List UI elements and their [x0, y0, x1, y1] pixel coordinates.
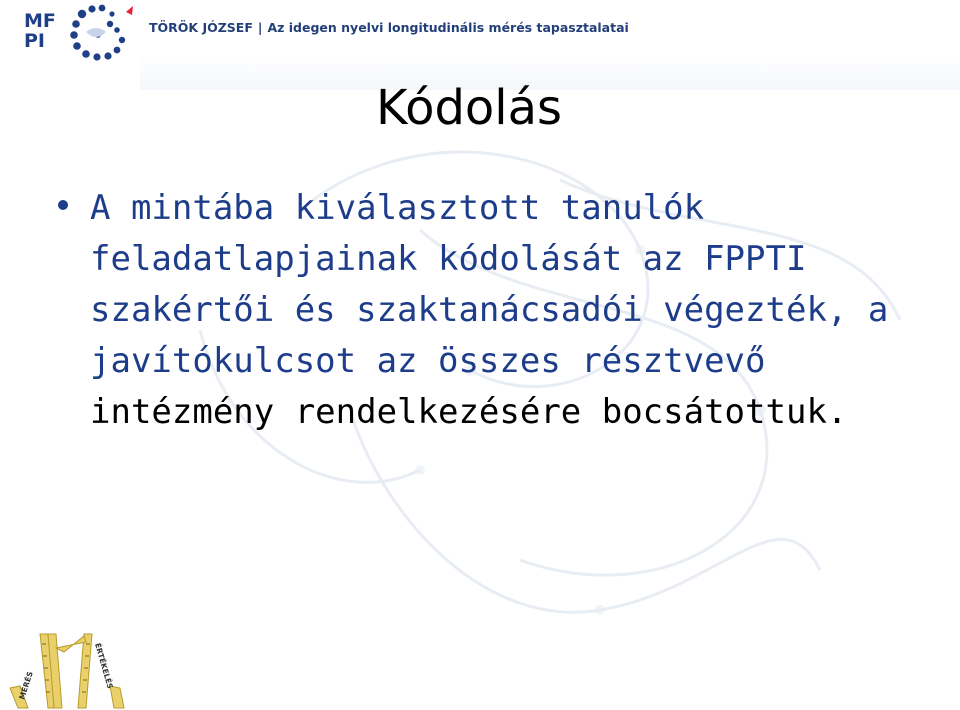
header-title	[149, 20, 629, 35]
meres-ertekeles-ruler-logo	[0, 628, 140, 710]
bullet-list	[52, 183, 932, 438]
bullet-line-4: javítókulcsot az összes résztvevő	[90, 341, 766, 381]
header-band	[140, 0, 960, 90]
slide-title: Kódolás	[376, 80, 563, 136]
bullet-item	[52, 183, 932, 438]
bullet-line-2: feladatlapjainak kódolását az FPPTI	[90, 239, 807, 279]
bullet-line-1: A mintába kiválasztott tanulók	[90, 188, 705, 228]
footer-logo-left-word: MÉRÉS	[17, 670, 35, 701]
header-author: TÖRÖK JÓZSEF	[149, 20, 253, 35]
logo-top-text: MF	[24, 10, 56, 32]
logo-bottom-text: PI	[24, 30, 45, 52]
footer-logo-right-word: ÉRTÉKELÉS	[93, 642, 115, 690]
mfpi-logo-mark-icon	[62, 2, 142, 62]
header-subtitle: Az idegen nyelvi longitudinális mérés tapasztalatai	[267, 20, 629, 35]
slide-header	[0, 0, 960, 90]
bullet-line-3: szakértői és szaktanácsadói végezték, a	[90, 290, 889, 330]
bullet-dot-icon	[58, 200, 68, 210]
header-separator: |	[257, 20, 263, 35]
bullet-line-5: intézmény rendelkezésére bocsátottuk.	[90, 392, 848, 432]
